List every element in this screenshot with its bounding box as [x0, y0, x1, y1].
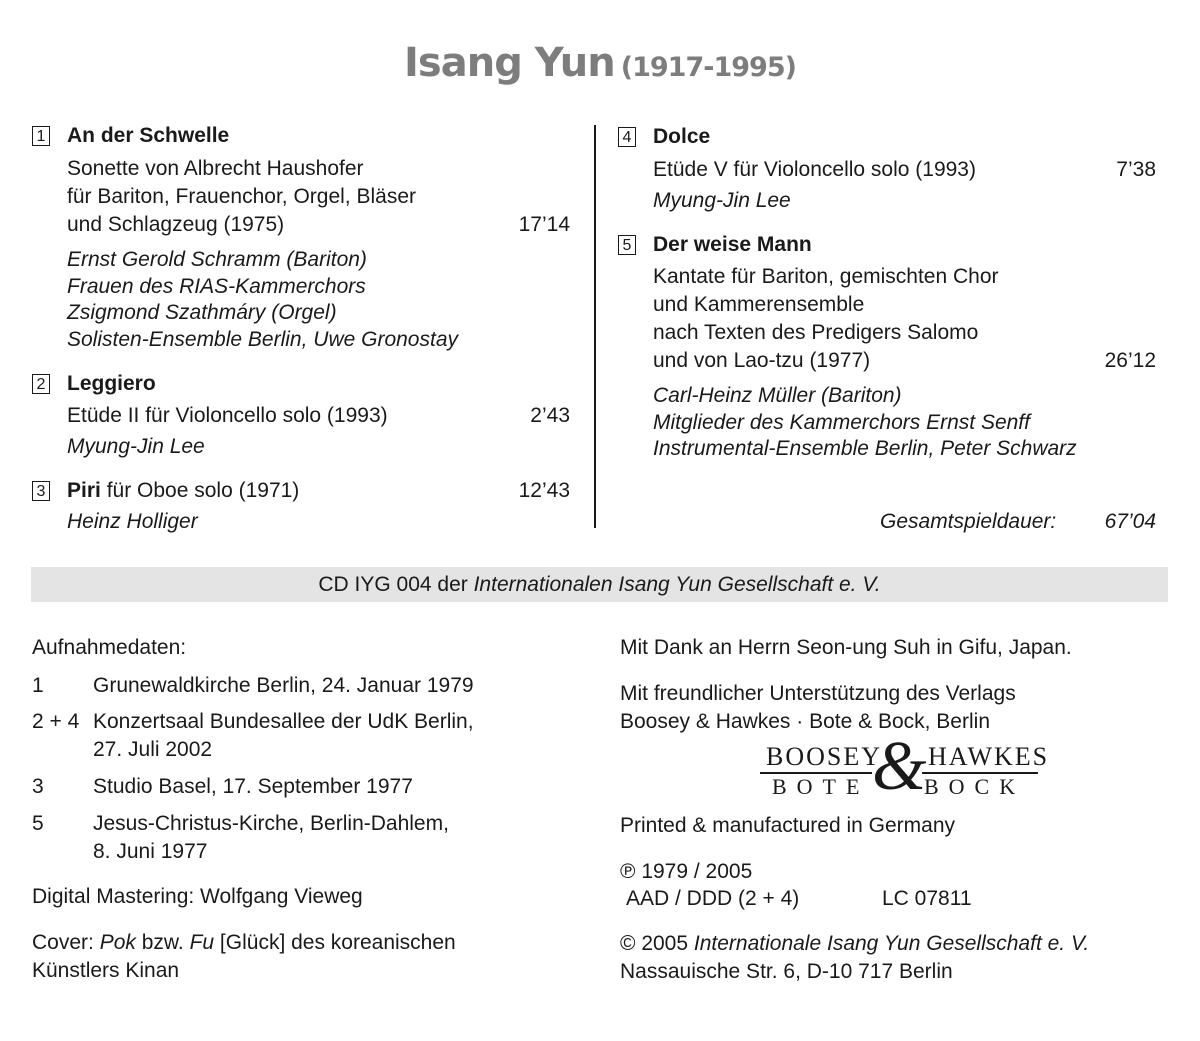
track-desc-line: und Kammerensemble	[653, 293, 865, 316]
track-title-suffix: für Oboe solo (1971)	[100, 479, 300, 502]
performer: Zsigmond Szathmáry (Orgel)	[67, 301, 337, 324]
phonogram-years: 1979 / 2005	[641, 860, 753, 883]
track-number-box: 4	[618, 127, 636, 147]
recording-venue: Studio Basel, 17. September 1977	[93, 775, 413, 798]
recording-heading: Aufnahmedaten:	[32, 636, 187, 659]
total-duration-label: Gesamtspieldauer:	[880, 510, 1057, 533]
recording-venue: Konzertsaal Bundesallee der UdK Berlin,	[93, 710, 474, 733]
track-title: Leggiero	[67, 372, 156, 395]
performer: Myung-Jin Lee	[653, 189, 791, 212]
performer: Myung-Jin Lee	[67, 435, 205, 458]
track-duration: 17’14	[518, 213, 570, 236]
cover-mid: bzw.	[135, 931, 190, 954]
logo-bote: BOTE	[772, 774, 870, 799]
performer: Frauen des RIAS-Kammerchors	[67, 275, 366, 298]
address-line: Nassauische Str. 6, D-10 717 Berlin	[620, 960, 953, 983]
catalog-prefix: CD IYG 004 der	[318, 573, 474, 596]
cover-credit	[32, 929, 456, 957]
track-number-box: 1	[32, 126, 50, 146]
track-desc-line: und Schlagzeug (1975)	[67, 213, 285, 236]
logo-hawkes: HAWKES	[928, 742, 1050, 771]
track-desc-line: nach Texten des Predigers Salomo	[653, 321, 979, 344]
recording-tracks: 3	[32, 775, 44, 798]
track-title: Piri	[67, 479, 101, 502]
performer: Solisten-Ensemble Berlin, Uwe Gronostay	[67, 328, 459, 351]
copyright-year: 2005	[641, 932, 689, 955]
cover-pok: Pok	[99, 931, 136, 954]
track-title: Dolce	[653, 125, 711, 148]
cover-rest: [Glück] des koreanischen	[214, 931, 456, 954]
performer: Heinz Holliger	[67, 510, 198, 533]
logo-ampersand: &	[872, 728, 927, 805]
page-title	[0, 40, 1200, 86]
logo-bock: BOCK	[924, 774, 1026, 799]
recording-tracks: 2 + 4	[32, 710, 80, 733]
track-duration: 26’12	[1104, 349, 1156, 372]
cover-prefix: Cover:	[32, 931, 100, 954]
performer: Instrumental-Ensemble Berlin, Peter Schwarz	[653, 437, 1077, 460]
recording-venue: Grunewaldkirche Berlin, 24. Januar 1979	[93, 674, 474, 697]
thanks-line: Mit Dank an Herrn Seon-ung Suh in Gifu, Japan.	[620, 636, 1072, 659]
recording-tracks: 5	[32, 812, 44, 835]
track-title-line	[67, 477, 299, 505]
total-duration-value: 67’04	[1104, 510, 1156, 533]
performer: Ernst Gerold Schramm (Bariton)	[67, 248, 367, 271]
track-desc-line: Sonette von Albrecht Haushofer	[67, 157, 364, 180]
track-number-box: 3	[32, 481, 50, 501]
phonogram-symbol: ℗	[620, 860, 636, 883]
column-divider	[594, 125, 596, 528]
support-line: Mit freundlicher Unterstützung des Verlags	[620, 682, 1016, 705]
copyright-holder: Internationale Isang Yun Gesellschaft e. V.	[693, 932, 1090, 955]
track-title: An der Schwelle	[67, 124, 230, 147]
track-number-box: 5	[618, 235, 636, 255]
track-desc-line: Etüde V für Violoncello solo (1993)	[653, 158, 976, 181]
performer: Mitglieder des Kammerchors Ernst Senff	[653, 411, 1030, 434]
track-title: Der weise Mann	[653, 233, 812, 256]
copyright-line	[620, 930, 1089, 958]
performer: Carl-Heinz Müller (Bariton)	[653, 384, 902, 407]
phonogram-line	[620, 858, 752, 886]
recording-date: 27. Juli 2002	[93, 738, 213, 761]
catalog-publisher: Internationalen Isang Yun Gesellschaft e. V.	[473, 573, 881, 596]
catalog-line	[31, 571, 1168, 599]
format-line: AAD / DDD (2 + 4)	[626, 887, 800, 910]
recording-venue: Jesus-Christus-Kirche, Berlin-Dahlem,	[93, 812, 449, 835]
track-number-box: 2	[32, 374, 50, 394]
track-duration: 12’43	[518, 479, 570, 502]
recording-tracks: 1	[32, 674, 44, 697]
cover-credit-line2: Künstlers Kinan	[32, 959, 180, 982]
track-desc-line: Etüde II für Violoncello solo (1993)	[67, 404, 388, 427]
track-desc-line: Kantate für Bariton, gemischten Chor	[653, 265, 999, 288]
copyright-symbol: ©	[620, 932, 636, 955]
composer-name: Isang Yun	[404, 40, 615, 86]
printed-line: Printed & manufactured in Germany	[620, 814, 955, 837]
boosey-bote-logo	[760, 728, 1050, 805]
track-duration: 7’38	[1116, 158, 1156, 181]
recording-date: 8. Juni 1977	[93, 840, 208, 863]
label-code: LC 07811	[882, 887, 972, 910]
mastering-credit: Digital Mastering: Wolfgang Vieweg	[32, 885, 363, 908]
logo-boosey: BOOSEY	[766, 742, 883, 771]
track-desc-line: und von Lao-tzu (1977)	[653, 349, 871, 372]
support-line: Boosey & Hawkes · Bote & Bock, Berlin	[620, 710, 990, 733]
track-duration: 2’43	[530, 404, 570, 427]
track-desc-line: für Bariton, Frauenchor, Orgel, Bläser	[67, 185, 416, 208]
composer-years: (1917-1995)	[620, 52, 796, 83]
cover-fu: Fu	[189, 931, 215, 954]
